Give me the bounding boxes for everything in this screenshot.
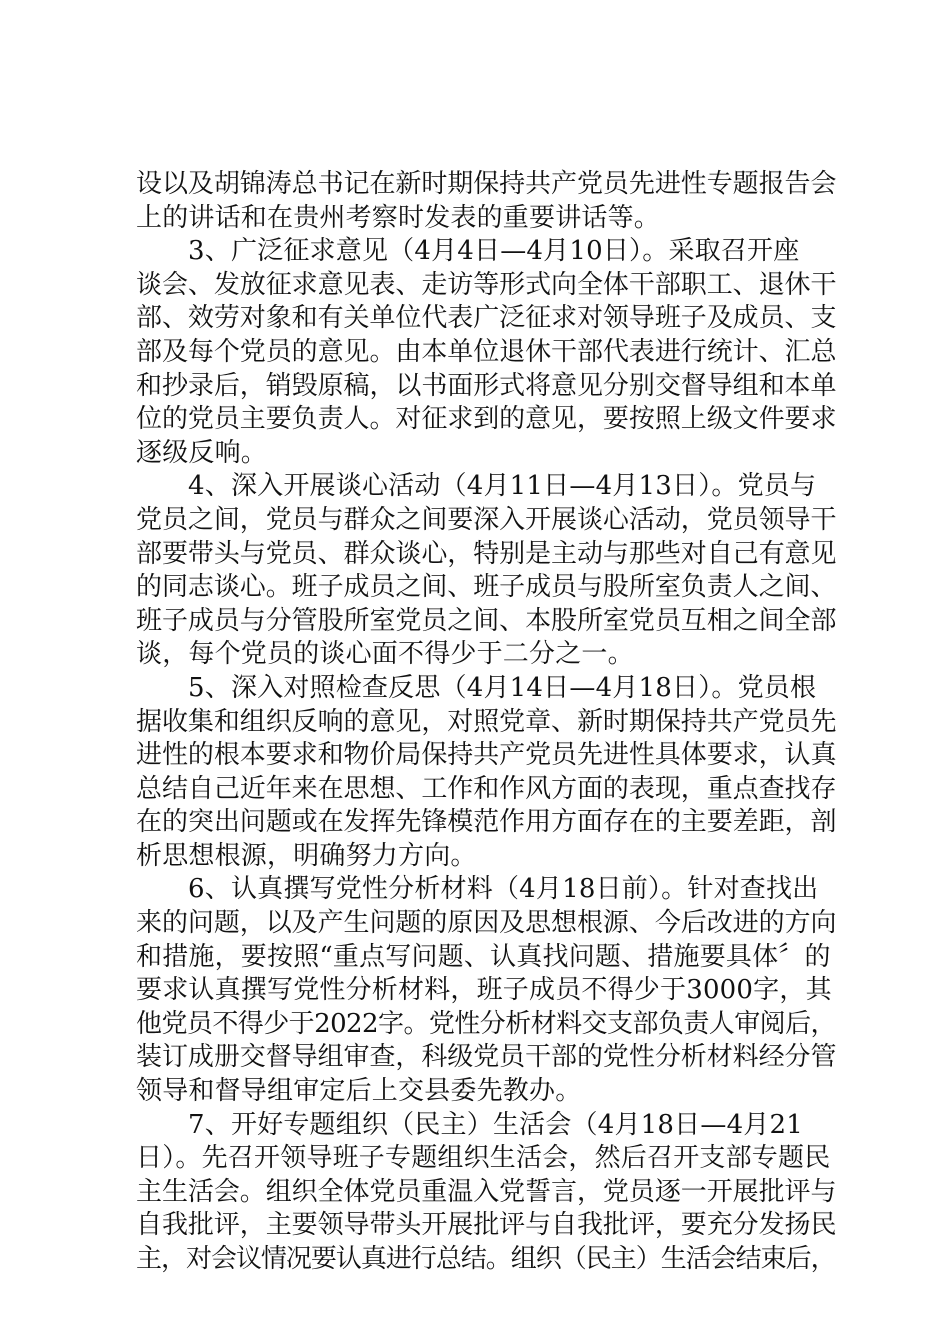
text-line: 党员之间，党员与群众之间要深入开展谈心活动，党员领导干 (136, 504, 837, 535)
text-line: 部、效劳对象和有关单位代表广泛征求对领导班子及成员、支 (136, 303, 837, 334)
text-line: 的同志谈心。班子成员之间、班子成员与股所室负责人之间、 (136, 572, 837, 603)
text-line: 部要带头与党员、群众谈心，特别是主动与那些对自己有意见 (136, 538, 837, 569)
text-line: 领导和督导组审定后上交县委先教办。 (136, 1076, 582, 1107)
text-line: 班子成员与分管股所室党员之间、本股所室党员互相之间全部 (136, 605, 837, 636)
text-line: 装订成册交督导组审查，科级党员干部的党性分析材料经分管 (136, 1042, 837, 1073)
text-line: 谈会、发放征求意见表、走访等形式向全体干部职工、退休干 (136, 269, 837, 300)
text-line: 主，对会议情况要认真进行总结。组织（民主）生活会结束后， (136, 1244, 836, 1274)
text-line: 据收集和组织反响的意见，对照党章、新时期保持共产党员先 (136, 706, 837, 737)
text-line: 自我批评，主要领导带头开展批评与自我批评，要充分发扬民 (136, 1210, 837, 1241)
paragraph-first-line: 4、深入开展谈心活动（4月11日—4月13日）。党员与 (188, 471, 817, 502)
paragraph-first-line: 5、深入对照检查反思（4月14日—4月18日）。党员根 (188, 672, 817, 703)
text-line: 要求认真撰写党性分析材料，班子成员不得少于3000字，其 (136, 975, 832, 1006)
paragraph-first-line: 6、认真撰写党性分析材料（4月18日前）。针对查找出 (188, 874, 819, 905)
text-line: 析思想根源，明确努力方向。 (136, 840, 477, 871)
paragraph-first-line: 3、广泛征求意见（4月4日—4月10日）。采取召开座 (188, 236, 800, 267)
text-line: 来的问题，以及产生问题的原因及思想根源、今后改进的方向 (136, 908, 837, 939)
text-line: 总结自己近年来在思想、工作和作风方面的表现，重点查找存 (136, 773, 837, 804)
text-line: 谈，每个党员的谈心面不得少于二分之一。 (136, 639, 634, 670)
text-line: 和抄录后，销毁原稿，以书面形式将意见分别交督导组和本单 (136, 370, 837, 401)
text-line: 日）。先召开领导班子专题组织生活会，然后召开支部专题民 (136, 1143, 831, 1174)
text-line: 设以及胡锦涛总书记在新时期保持共产党员先进性专题报告会 (136, 169, 837, 199)
text-line: 和措施，要按照“重点写问题、认真找问题、措施要具体〞的 (136, 941, 831, 972)
text-line: 在的突出问题或在发挥先锋模范作用方面存在的主要差距，剖 (136, 807, 837, 838)
text-line: 位的党员主要负责人。对征求到的意见，要按照上级文件要求 (136, 404, 837, 435)
document-body (136, 168, 836, 1277)
paragraph-first-line: 7、开好专题组织（民主）生活会（4月18日—4月21 (188, 1109, 803, 1140)
text-line: 逐级反响。 (136, 437, 268, 468)
text-line: 上的讲话和在贵州考察时发表的重要讲话等。 (136, 202, 661, 233)
text-line: 他党员不得少于2022字。党性分析材料交支部负责人审阅后， (136, 1008, 836, 1039)
text-line: 进性的根本要求和物价局保持共产党员先进性具体要求，认真 (136, 740, 837, 771)
text-line: 主生活会。组织全体党员重温入党誓言，党员逐一开展批评与 (136, 1176, 837, 1207)
text-line: 部及每个党员的意见。由本单位退休干部代表进行统计、汇总 (136, 336, 837, 367)
